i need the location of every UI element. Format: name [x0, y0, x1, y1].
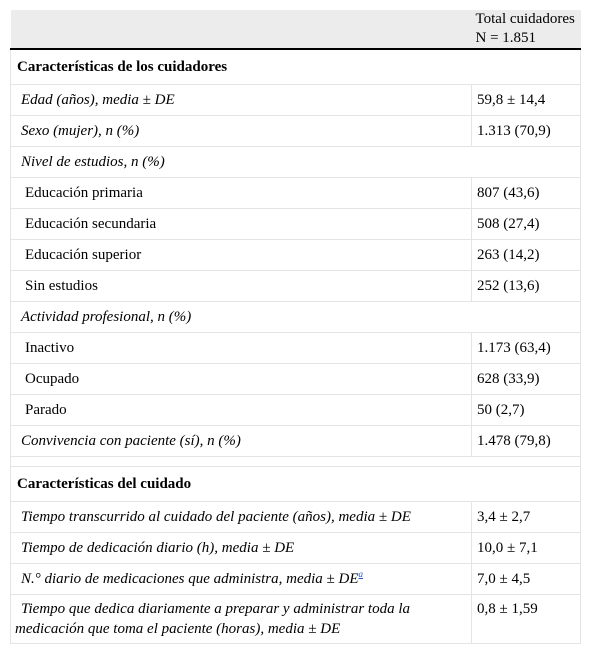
row-value: 7,0 ± 4,5 — [472, 564, 581, 595]
row-label: Edad (años), media ± DE — [11, 85, 472, 116]
header-total-cell — [472, 10, 581, 49]
row-value: 263 (14,2) — [472, 240, 581, 271]
table-row — [11, 533, 581, 564]
table-row — [11, 85, 581, 116]
row-label: Tiempo transcurrido al cuidado del paciente (años), media ± DE — [11, 502, 472, 533]
row-value: 59,8 ± 14,4 — [472, 85, 581, 116]
row-value: 508 (27,4) — [472, 209, 581, 240]
row-label-line2: medicación que toma el paciente (horas), media ± DE — [15, 621, 341, 637]
row-label: Educación primaria — [11, 178, 472, 209]
row-label: Educación superior — [11, 240, 472, 271]
row-value: 50 (2,7) — [472, 395, 581, 426]
section-row — [11, 49, 581, 85]
table-row — [11, 502, 581, 533]
caregiver-characteristics-table — [10, 10, 581, 644]
row-label: Ocupado — [11, 364, 472, 395]
row-value: 0,8 ± 1,59 — [472, 595, 581, 644]
table-row — [11, 178, 581, 209]
row-value: 1.173 (63,4) — [472, 333, 581, 364]
table-row — [11, 302, 581, 333]
row-label: Nivel de estudios, n (%) — [11, 147, 581, 178]
section-title-caregivers: Características de los cuidadores — [11, 49, 581, 85]
table-row — [11, 240, 581, 271]
row-label: Actividad profesional, n (%) — [11, 302, 581, 333]
table-row — [11, 564, 581, 595]
row-value: 1.478 (79,8) — [472, 426, 581, 457]
spacer-cell — [11, 457, 581, 467]
row-value: 10,0 ± 7,1 — [472, 533, 581, 564]
row-label: Convivencia con paciente (sí), n (%) — [11, 426, 472, 457]
table-row — [11, 271, 581, 302]
section-row — [11, 467, 581, 502]
row-label — [11, 595, 472, 644]
row-label-line1: Tiempo que dedica diariamente a preparar y administrar toda la — [21, 601, 411, 617]
section-title-care: Características del cuidado — [11, 467, 581, 502]
header-empty-cell — [11, 10, 472, 49]
table-row — [11, 147, 581, 178]
table-row — [11, 426, 581, 457]
header-n-label: N = 1.851 — [475, 30, 537, 46]
row-value: 1.313 (70,9) — [472, 116, 581, 147]
row-value: 628 (33,9) — [472, 364, 581, 395]
row-value: 252 (13,6) — [472, 271, 581, 302]
row-label: Educación secundaria — [11, 209, 472, 240]
table-row — [11, 395, 581, 426]
table-row — [11, 333, 581, 364]
row-label: Sexo (mujer), n (%) — [11, 116, 472, 147]
table-row — [11, 595, 581, 644]
table-row — [11, 209, 581, 240]
footnote-link[interactable]: a — [358, 569, 364, 579]
row-label: Parado — [11, 395, 472, 426]
row-label: Sin estudios — [11, 271, 472, 302]
row-label-text: N.° diario de medicaciones que administra, media ± DE — [21, 571, 359, 587]
table-header-row — [11, 10, 581, 49]
table-row — [11, 116, 581, 147]
row-label: Tiempo de dedicación diario (h), media ± DE — [11, 533, 472, 564]
row-value: 3,4 ± 2,7 — [472, 502, 581, 533]
table-row — [11, 364, 581, 395]
row-label: Inactivo — [11, 333, 472, 364]
header-total-label: Total cuidadores — [475, 11, 575, 27]
row-label — [11, 564, 472, 595]
row-value: 807 (43,6) — [472, 178, 581, 209]
spacer-row — [11, 457, 581, 467]
